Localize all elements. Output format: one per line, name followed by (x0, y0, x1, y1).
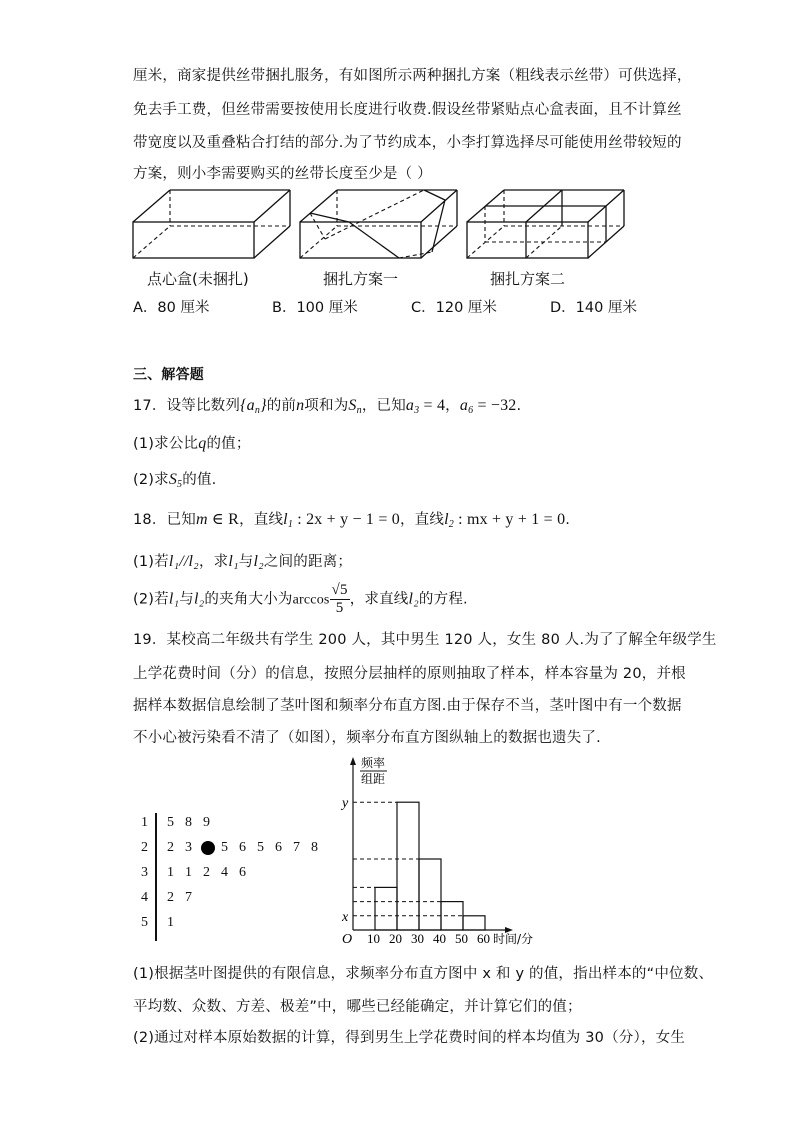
text: (2)若 (133, 591, 169, 608)
smudged-data-dot (203, 840, 215, 860)
text: ∈ R (207, 511, 240, 528)
problem17-part2 (133, 468, 216, 490)
text: 2 (448, 519, 454, 530)
y-label-numerator: 频率 (361, 756, 386, 770)
text: a (405, 397, 415, 414)
text: 与 (179, 591, 194, 608)
leaf-value: 6 (275, 840, 282, 855)
text: 的值； (206, 436, 251, 452)
text: 3 (414, 405, 420, 416)
leaf-value: 1 (167, 915, 174, 930)
x-tick-label: 40 (433, 931, 446, 946)
leaf-value: 2 (167, 890, 174, 905)
denominator: 5 (335, 600, 344, 616)
y-mark-label: x (342, 909, 349, 925)
leaf-value: 2 (167, 840, 174, 855)
text: a (459, 397, 469, 414)
problem16-line-2: 免去手工费，但丝带需要按使用长度进行收费.假设丝带紧贴点心盒表面，且不计算丝 (133, 102, 682, 118)
text: ， (445, 398, 460, 414)
leaf-value: 1 (167, 865, 174, 880)
stem-value: 1 (141, 815, 148, 830)
problem17-part1 (133, 432, 251, 453)
leaf-value: 9 (203, 815, 210, 830)
box-figure-scheme-one (297, 185, 467, 265)
text: . (565, 512, 571, 528)
text: n (254, 405, 261, 416)
x-tick-label: 30 (411, 931, 424, 946)
leaf-value: 5 (167, 815, 174, 830)
arccos: arccos (292, 592, 330, 608)
text: ，直线 (239, 512, 284, 528)
problem18-part2 (133, 582, 468, 617)
fraction-sqrt5-over-5 (330, 582, 350, 617)
stem-value: 3 (141, 865, 148, 880)
term-a3 (406, 397, 419, 414)
x-tick-label: 60 (477, 931, 490, 946)
x-tick-label: 20 (389, 931, 402, 946)
leaf-value: 5 (221, 840, 228, 855)
text: n (356, 405, 362, 416)
text: 5 (177, 479, 183, 490)
problem16-line-4: 方案，则小李需要购买的丝带长度至少是（ ） (133, 166, 432, 182)
text: 的方程. (418, 591, 468, 608)
text: ，求 (198, 554, 229, 570)
text: ，求直线 (349, 591, 409, 608)
histogram-bar (375, 887, 397, 930)
text: l (283, 511, 288, 528)
text: l₁ (228, 553, 239, 570)
text: l₁ (168, 590, 180, 608)
figure-caption-scheme-one: 捆扎方案一 (323, 270, 399, 288)
var-n: n (296, 397, 305, 414)
problem19-line-3: 据样本数据信息绘制了茎叶图和频率分布直方图.由于保存不当，茎叶图中有一个数据 (133, 698, 682, 714)
problem19-line-4: 不小心被污染看不清了（如图），频率分布直方图纵轴上的数据也遗失了. (133, 730, 601, 746)
leaf-value: 6 (239, 865, 246, 880)
leaf-value: 1 (185, 865, 192, 880)
text: 已知 (166, 512, 196, 528)
option-b: B．100 厘米 (272, 300, 358, 316)
text: {a (240, 397, 255, 414)
frequency-histogram (330, 750, 550, 950)
line-l2 (444, 511, 454, 528)
text: } (260, 397, 267, 414)
var-m: m (195, 511, 208, 528)
option-a: A．80 厘米 (133, 300, 210, 316)
origin-label: O (342, 932, 353, 947)
option-c: C．120 厘米 (411, 300, 497, 316)
text: (2)求 (133, 472, 169, 488)
problem19-part2-line-1: (2)通过对样本原始数据的计算，得到男生上学花费时间的样本均值为 30（分），女生 (133, 1030, 686, 1046)
text: S (348, 397, 357, 414)
leaf-value: 8 (185, 815, 192, 830)
var-q: q (198, 435, 207, 452)
stem-value: 4 (141, 890, 148, 905)
problem-number: 18． (133, 512, 167, 528)
x-tick-label: 10 (367, 931, 380, 946)
text: = −32 (473, 397, 517, 414)
leaf-value: 6 (239, 840, 246, 855)
stem-value: 5 (141, 915, 148, 930)
text: . (516, 398, 522, 414)
equation-l1: : 2x + y − 1 = 0 (293, 511, 400, 528)
leaf-value: 4 (221, 865, 228, 880)
y-label-denominator: 组距 (361, 772, 386, 786)
text: 的前 (266, 398, 297, 414)
leaf-value: 5 (257, 840, 264, 855)
problem18-part1 (133, 550, 352, 571)
stem-leaf-plot (135, 813, 335, 943)
leaf-value: 7 (185, 890, 192, 905)
numerator: √5 (331, 582, 348, 598)
problem19-line-1: 19．某校高二年级共有学生 200 人，其中男生 120 人，女生 80 人.为了了解全年级学生 (133, 632, 717, 648)
parallel-condition: l₁//l₂ (168, 553, 199, 570)
problem16-line-3: 带宽度以及重叠粘合打结的部分.为了节约成本，小李打算选择尽可能使用丝带较短的 (133, 135, 682, 151)
text: ，直线 (399, 512, 445, 528)
problem16-line-1: 厘米，商家提供丝带捆扎服务，有如图所示两种捆扎方案（粗线表示丝带）可供选择， (133, 68, 692, 84)
x-axis-label: 时间/分 (493, 932, 534, 946)
text: 之间的距离； (263, 554, 353, 570)
problem19-line-2: 上学花费时间（分）的信息，按照分层抽样的原则抽取了样本，样本容量为 20，并根 (133, 666, 686, 682)
option-d: D．140 厘米 (550, 300, 637, 316)
leaf-value: 3 (185, 840, 192, 855)
figure-caption-scheme-two: 捆扎方案二 (490, 270, 566, 288)
histogram-bar (397, 802, 419, 930)
line-l1 (283, 511, 293, 528)
text: 的值. (182, 472, 217, 488)
text: 1 (287, 519, 294, 530)
text: 的夹角大小为 (204, 591, 293, 608)
problem17-statement (133, 394, 521, 416)
var-S5 (169, 471, 182, 488)
text: 与 (238, 554, 254, 570)
text: 项和为 (304, 398, 349, 414)
text: ，已知 (361, 398, 406, 414)
var-Sn (348, 397, 361, 414)
y-axis-arrow-icon (350, 757, 356, 765)
sequence-an (240, 397, 267, 414)
stem-divider (155, 813, 157, 941)
y-mark-label: y (342, 796, 349, 812)
histogram-bar (419, 859, 441, 930)
x-tick-label: 50 (455, 931, 468, 946)
problem19-part1-line-1: (1)根据茎叶图提供的有限信息，求频率分布直方图中 x 和 y 的值，指出样本的“中位数、 (133, 966, 714, 982)
text: 6 (468, 405, 474, 416)
text: l₂ (253, 553, 264, 570)
text: l₂ (193, 590, 205, 608)
text: (1)若 (133, 554, 169, 570)
histogram-bar (463, 916, 485, 930)
text: S (168, 471, 178, 488)
equation-l2: : mx + y + 1 = 0 (453, 511, 566, 528)
problem-number: 17． (133, 398, 167, 414)
text: (1)求公比 (133, 436, 199, 452)
leaf-value: 7 (293, 840, 300, 855)
stem-value: 2 (141, 840, 148, 855)
text: 设等比数列 (166, 398, 241, 414)
box-figure-scheme-two (464, 185, 634, 265)
text: = 4 (419, 397, 446, 414)
text: l (444, 511, 449, 528)
text: l₂ (408, 590, 419, 608)
leaf-value: 8 (311, 840, 318, 855)
problem18-statement (133, 508, 570, 530)
problem19-part1-line-2: 平均数、众数、方差、极差”中，哪些已经能确定，并计算它们的值； (133, 999, 582, 1015)
box-figure-unwrapped (130, 185, 300, 265)
term-a6 (460, 397, 473, 414)
figure-caption-unwrapped: 点心盒(未捆扎) (147, 270, 249, 288)
section-title: 三、解答题 (133, 367, 204, 383)
leaf-value: 2 (203, 865, 210, 880)
